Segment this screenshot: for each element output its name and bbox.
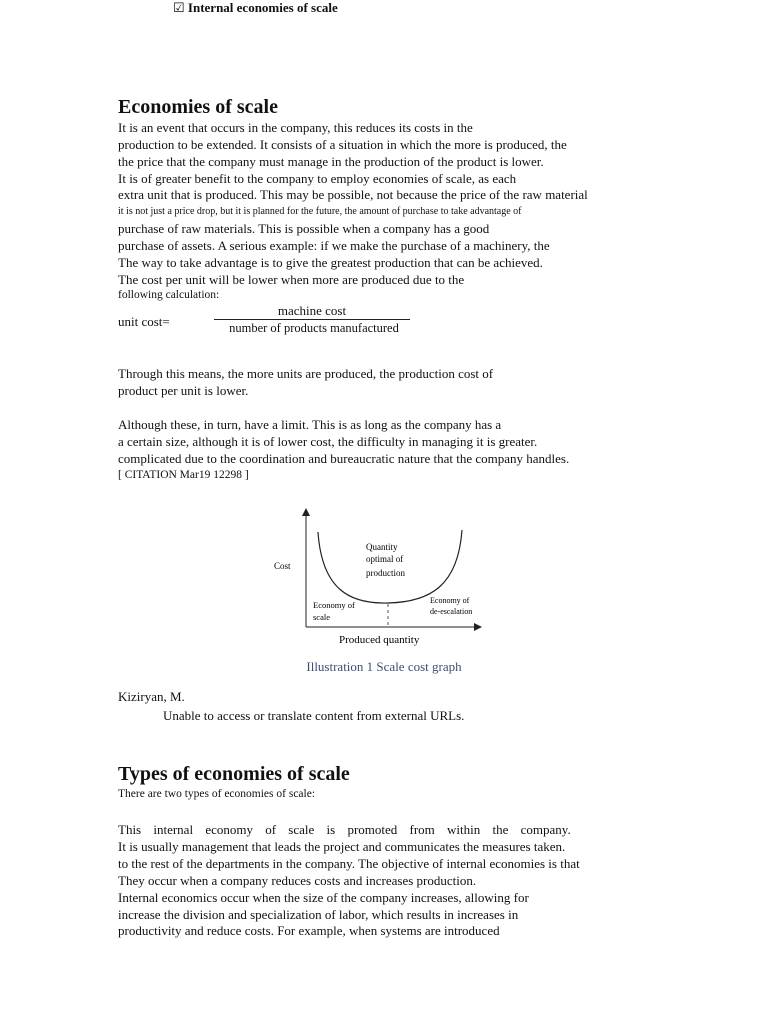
body-line: This internal economy of scale is promoted from within the company.: [118, 822, 571, 837]
bullet-internal-economies: [173, 0, 338, 16]
reference-author: Kiziryan, M.: [118, 689, 185, 704]
body-line: complicated due to the coordination and bureaucratic nature that the company handles.: [118, 451, 570, 466]
body-line: productivity and reduce costs. For example, when systems are introduced: [118, 923, 500, 938]
formula-fraction-bar: [214, 319, 410, 320]
body-line: product per unit is lower.: [118, 383, 249, 398]
section2-intro: There are two types of economies of scale:: [118, 788, 316, 800]
body-line: it is not just a price drop, but it is planned for the future, the amount of purchase to take advantage of: [118, 206, 522, 217]
section-title-economies-of-scale: Economies of scale: [118, 96, 278, 118]
optimal-label: production: [366, 568, 405, 578]
body-line: production to be extended. It consists of a situation in which the more is produced, the: [118, 137, 567, 152]
optimal-label: optimal of: [366, 554, 404, 564]
body-line: The way to take advantage is to give the greatest production that can be achieved.: [118, 255, 543, 270]
bullet-label: Internal economies of scale: [187, 0, 338, 15]
cost-curve: [318, 530, 462, 603]
body-line: purchase of assets. A serious example: if we make the purchase of a machinery, the: [118, 238, 550, 253]
body-line: extra unit that is produced. This may be possible, not because the price of the raw material: [118, 187, 588, 202]
economy-of-scale-label: scale: [313, 612, 330, 622]
figure-caption: Illustration 1 Scale cost graph: [306, 659, 462, 674]
scale-cost-graph: [0, 500, 768, 650]
de-escalation-label: de-escalation: [430, 607, 473, 616]
optimal-label: Quantity: [366, 542, 398, 552]
checkbox-icon: ☑: [173, 0, 185, 15]
body-line: It is usually management that leads the project and communicates the measures taken.: [118, 839, 566, 854]
body-line: a certain size, although it is of lower cost, the difficulty in managing it is greater.: [118, 434, 538, 449]
body-line: increase the division and specialization of labor, which results in increases in: [118, 907, 519, 922]
y-axis-arrow: [302, 508, 310, 516]
body-line: Although these, in turn, have a limit. This is as long as the company has a: [118, 417, 502, 432]
de-escalation-label: Economy of: [430, 596, 470, 605]
body-line: to the rest of the departments in the company. The objective of internal economies is that: [118, 856, 580, 871]
body-line: It is an event that occurs in the company, this reduces its costs in the: [118, 120, 473, 135]
x-axis-arrow: [474, 623, 482, 631]
y-axis-label: Cost: [274, 561, 291, 571]
body-line: Through this means, the more units are produced, the production cost of: [118, 366, 494, 381]
economy-of-scale-label: Economy of: [313, 600, 355, 610]
body-line: Internal economics occur when the size of the company increases, allowing for: [118, 890, 529, 905]
reference-note: Unable to access or translate content from external URLs.: [163, 708, 465, 723]
formula-label: unit cost=: [118, 314, 170, 329]
formula-denominator: number of products manufactured: [229, 321, 399, 335]
body-line: purchase of raw materials. This is possible when a company has a good: [118, 221, 490, 236]
body-line: following calculation:: [118, 289, 220, 301]
body-line: The cost per unit will be lower when more are produced due to the: [118, 272, 465, 287]
body-line: the price that the company must manage in the production of the product is lower.: [118, 154, 544, 169]
formula-numerator: machine cost: [277, 303, 347, 318]
citation: [ CITATION Mar19 12298 ]: [118, 469, 249, 481]
x-axis-label: Produced quantity: [339, 634, 420, 646]
body-line: They occur when a company reduces costs and increases production.: [118, 873, 477, 888]
section-title-types-of-economies: Types of economies of scale: [118, 763, 350, 785]
body-line: It is of greater benefit to the company to employ economies of scale, as each: [118, 171, 517, 186]
